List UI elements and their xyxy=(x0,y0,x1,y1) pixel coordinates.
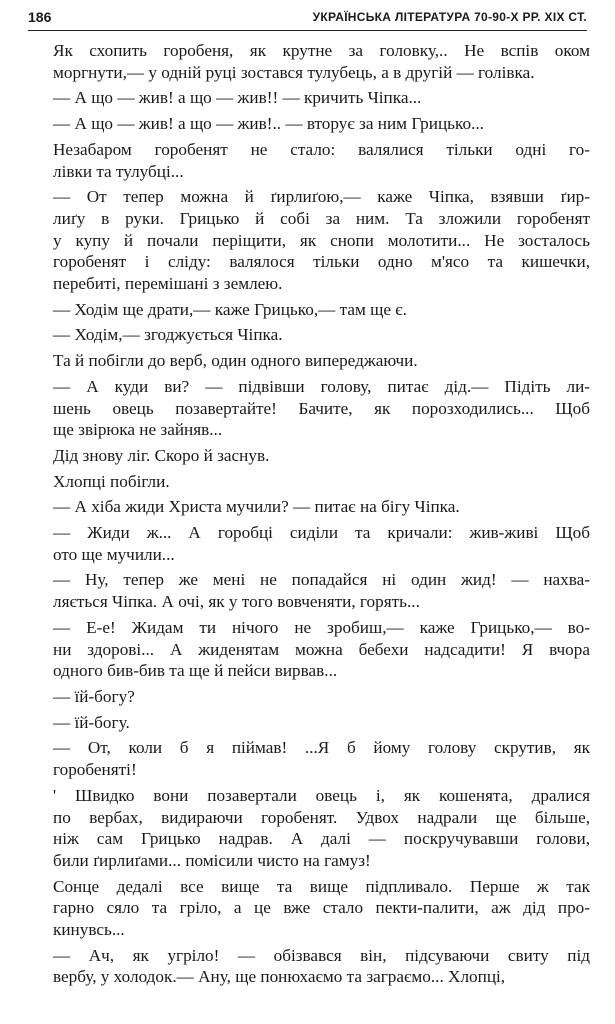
text-line: шень овець позавертайте! Бачите, як порозходились... Щоб xyxy=(53,398,590,418)
header-rule xyxy=(28,30,587,31)
text-line: — Жиди ж... А горобці сиділи та кричали: жив-живі Щоб xyxy=(53,523,590,543)
paragraph xyxy=(53,40,590,83)
text-line: у купу й почали періщити, як снопи молотити... Не зосталось xyxy=(53,230,590,250)
text-line: — Е-е! Жидам ти нічого не зробиш,— каже Грицько,— во- xyxy=(53,617,590,637)
paragraph xyxy=(53,186,590,295)
paragraph xyxy=(53,350,590,372)
text-line: Як схопить горобеня, як крутне за головку,.. Не вспів оком xyxy=(53,41,590,60)
text-line: — А що — жив! а що — жив!.. — вторує за ним Грицько... xyxy=(53,114,484,134)
paragraph xyxy=(53,712,590,734)
text-line: лиґу в руки. Грицько й собі за ним. Та зложили горобенят xyxy=(53,208,590,228)
paragraph xyxy=(53,376,590,441)
page-header xyxy=(28,6,587,28)
text-line: Дід знову ліг. Скоро й заснув. xyxy=(53,445,270,465)
text-line: горобенят і сліду: валялося тільки одно м'ясо та кишечки, xyxy=(53,252,590,272)
text-line: — От, коли б я піймав! ...Я б йому голову скрутив, як xyxy=(53,738,590,758)
paragraph xyxy=(53,87,590,109)
text-line: — Ач, як угріло! — обізвався він, підсуваючи свиту під xyxy=(53,945,590,965)
paragraph xyxy=(53,299,590,321)
paragraph xyxy=(53,496,590,518)
paragraph xyxy=(53,324,590,346)
text-line: лівки та тулубці... xyxy=(53,161,184,181)
text-line: — їй-богу? xyxy=(53,686,135,706)
paragraph xyxy=(53,471,590,493)
text-line: ни здорові... А жиденятам можна бебехи надсадити! Я вчора xyxy=(53,639,590,659)
text-line: — Ну, тепер же мені не попадайся ні один жид! — нахва- xyxy=(53,570,590,590)
paragraph xyxy=(53,945,590,988)
page-number: 186 xyxy=(28,9,52,25)
text-line: — А хіба жиди Христа мучили? — питає на бігу Чіпка. xyxy=(53,497,460,517)
paragraph xyxy=(53,617,590,682)
text-line: ото ще мучили... xyxy=(53,544,175,564)
text-line: Та й побігли до верб, один одного випереджаючи. xyxy=(53,351,418,371)
text-line: ' Швидко вони позавертали овець і, як кошенята, дралися xyxy=(53,785,590,805)
text-line: — Ходім,— згоджується Чіпка. xyxy=(53,325,283,345)
paragraph xyxy=(53,569,590,612)
paragraph xyxy=(53,876,590,941)
text-line: моргнути,— у одній руці зостався тулубець, а в другій — голівка. xyxy=(53,62,535,82)
text-line: Сонце дедалі все вище та вище підпливало. Перше ж так xyxy=(53,876,590,896)
text-line: — От тепер можна й ґирлиґою,— каже Чіпка, взявши ґир- xyxy=(53,187,590,207)
text-line: горобеняті! xyxy=(53,760,137,780)
paragraph xyxy=(53,139,590,182)
text-line: ще звірюка не зайняв... xyxy=(53,420,223,440)
paragraph xyxy=(53,522,590,565)
text-line: — А куди ви? — підвівши голову, питає дід.— Підіть ли- xyxy=(53,376,590,396)
text-line: ляється Чіпка. А очі, як у того вовченяти, горять... xyxy=(53,592,420,612)
paragraph xyxy=(53,113,590,135)
text-line: — А що — жив! а що — жив!! — кричить Чіпка... xyxy=(53,88,422,108)
paragraph xyxy=(53,737,590,780)
text-line: били ґирлиґами... помісили чисто на гамуз! xyxy=(53,850,371,870)
text-line: Незабаром горобенят не стало: валялися тільки одні го- xyxy=(53,139,590,159)
paragraph xyxy=(53,686,590,708)
text-line: Хлопці побігли. xyxy=(53,471,170,491)
text-line: вербу, у холодок.— Ану, ще понюхаємо та заграємо... Хлопці, xyxy=(53,967,506,987)
text-line: гарно сяло та гріло, а це вже стало пекти-палити, аж дід про- xyxy=(53,898,590,918)
text-line: — Ходім ще драти,— каже Грицько,— там ще є. xyxy=(53,299,407,319)
text-line: перебиті, перемішані з землею. xyxy=(53,274,283,294)
paragraph xyxy=(53,445,590,467)
text-line: по вербах, видираючи горобенят. Удвох надрали ще більше, xyxy=(53,807,590,827)
running-title: УКРАЇНСЬКА ЛІТЕРАТУРА 70-90-Х РР. XIX СТ. xyxy=(312,10,587,24)
text-line: ніж сам Грицько надрав. А далі — поскручувавши голови, xyxy=(53,829,590,849)
text-line: одного бив-бив та ще й пейси вирвав... xyxy=(53,661,338,681)
text-line: кинувсь... xyxy=(53,920,125,940)
paragraph xyxy=(53,785,590,872)
body-text xyxy=(53,40,590,992)
text-line: — їй-богу. xyxy=(53,712,130,732)
